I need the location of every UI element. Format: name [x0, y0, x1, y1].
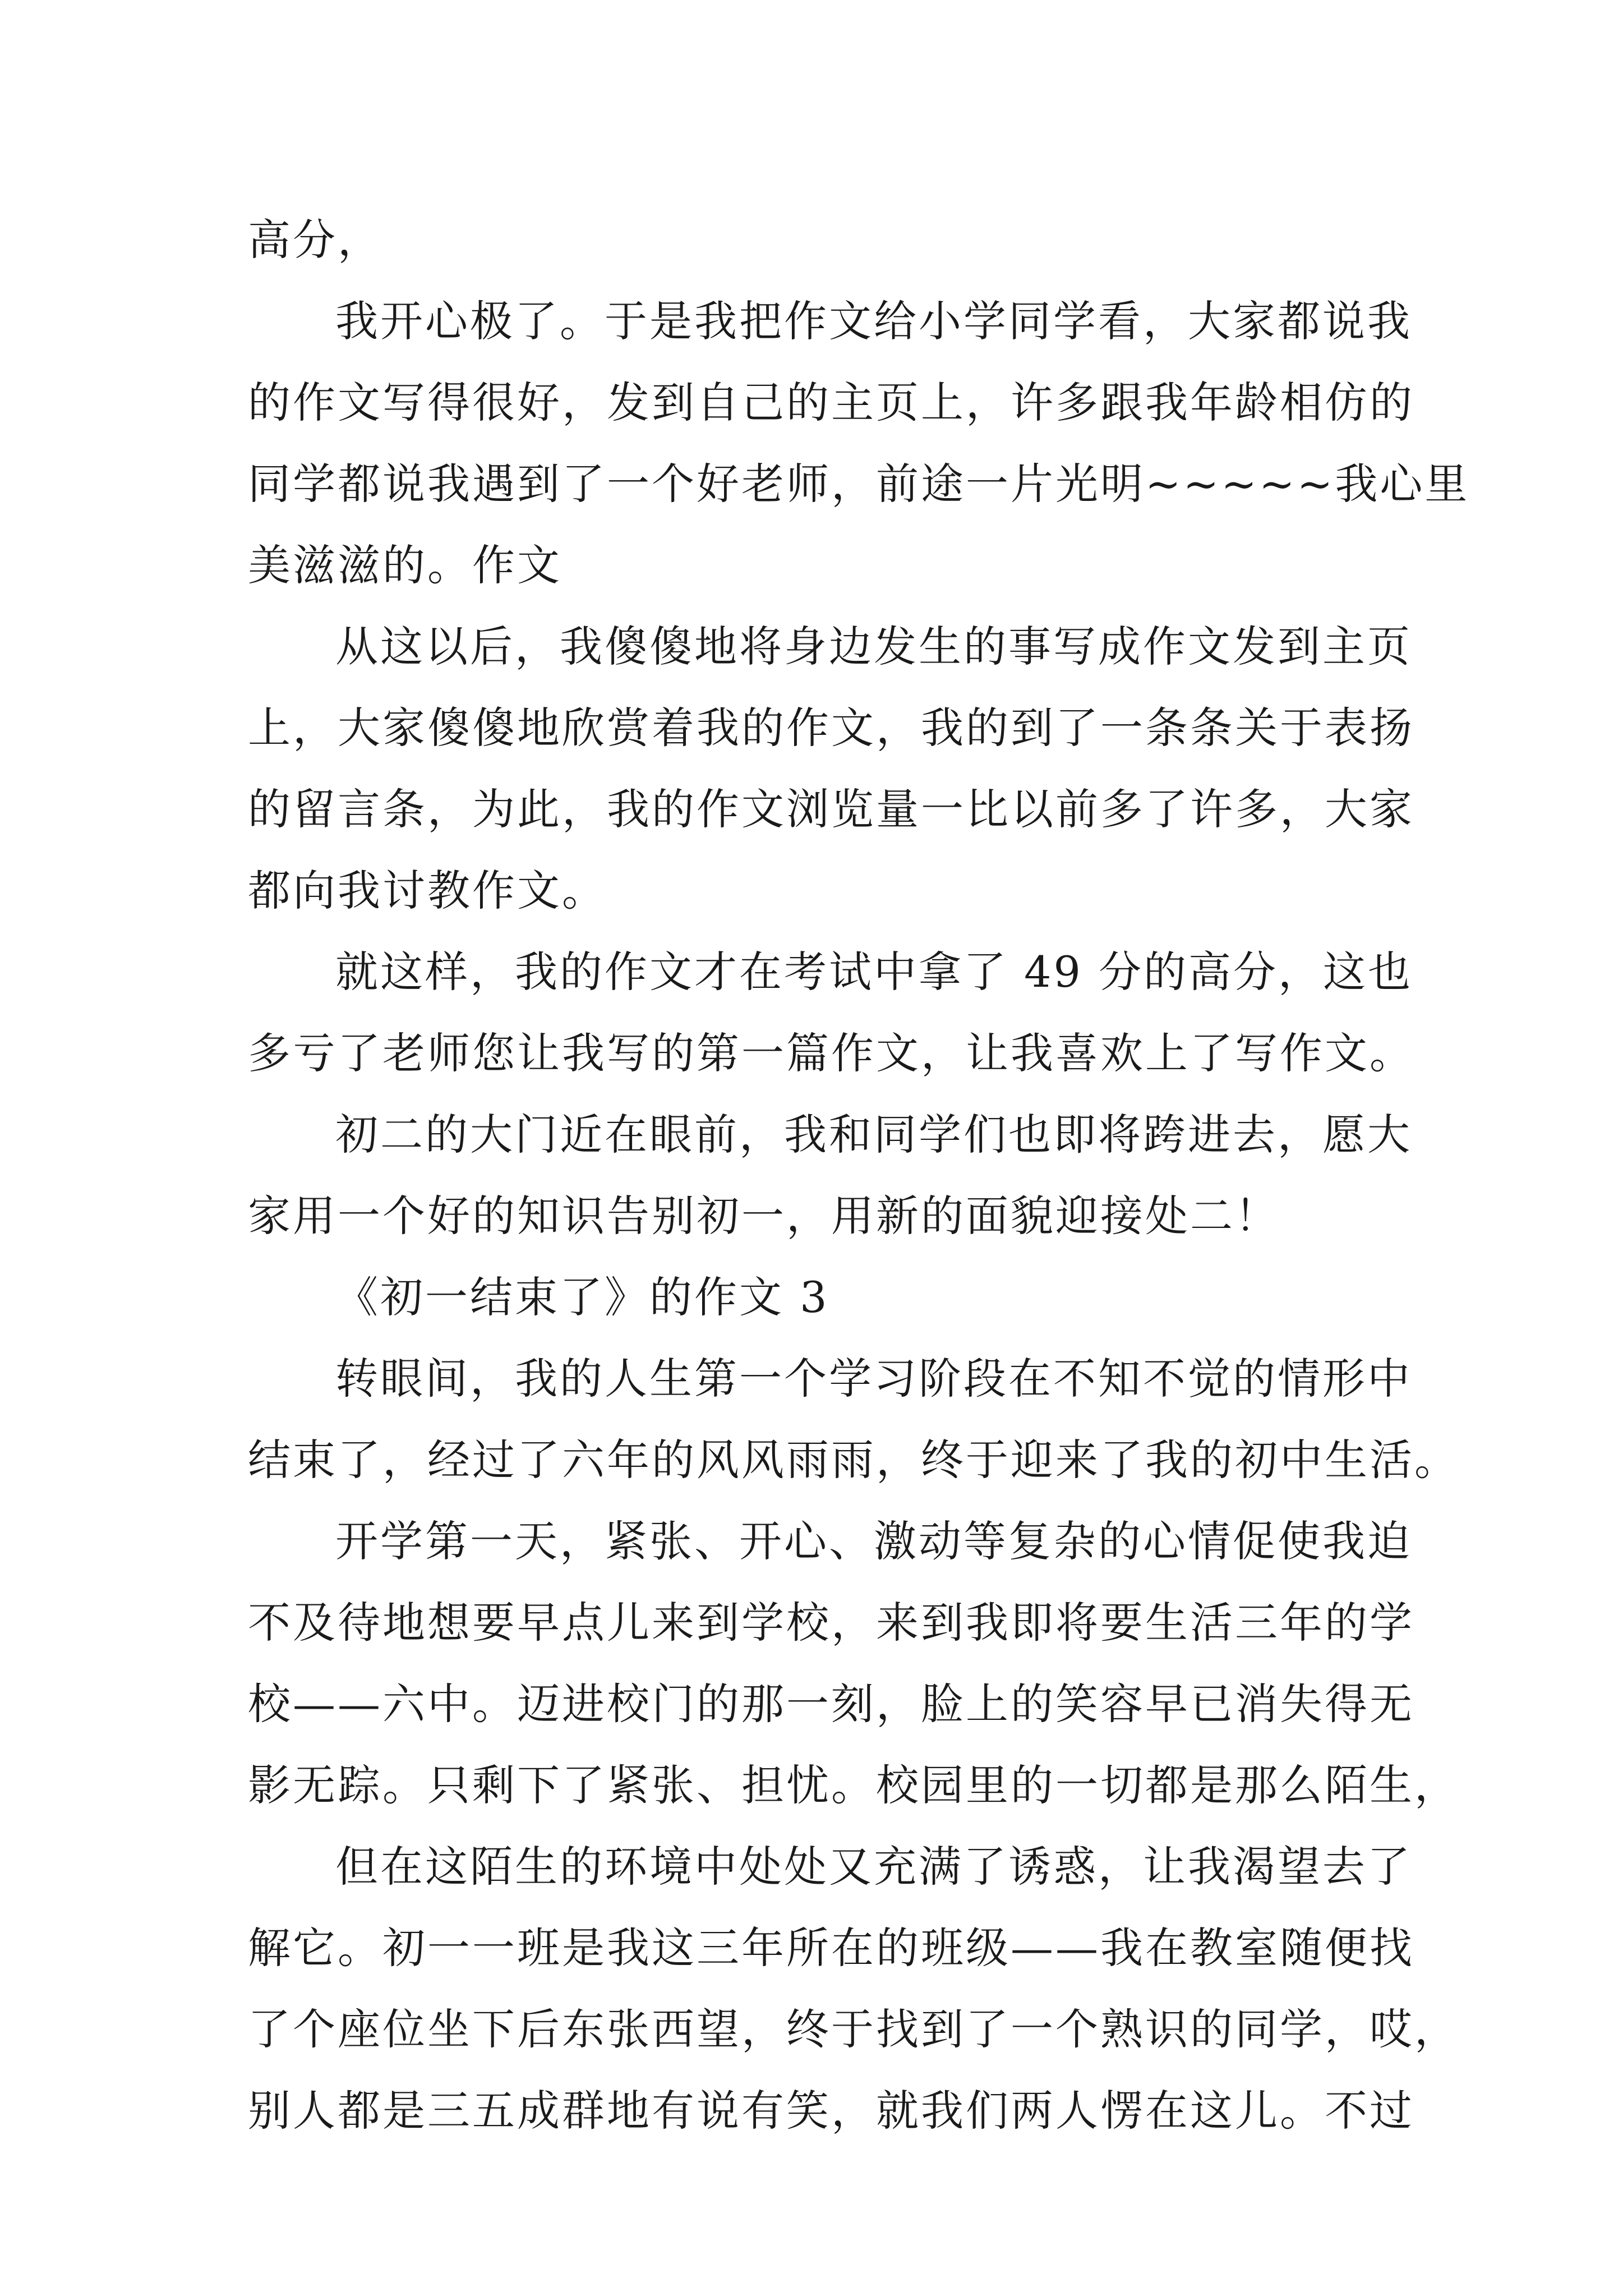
text-line: 影无踪。只剩下了紧张、担忧。校园里的一切都是那么陌生， [248, 1760, 1459, 1810]
text-line: 都向我讨教作文。 [248, 866, 607, 915]
text-line: 我开心极了。于是我把作文给小学同学看，大家都说我 [335, 296, 1412, 346]
text-line: 解它。初一一班是我这三年所在的班级——我在教室随便找 [248, 1923, 1414, 1973]
text-line: 转眼间，我的人生第一个学习阶段在不知不觉的情形中 [335, 1354, 1412, 1404]
text-line: 家用一个好的知识告别初一，用新的面貌迎接处二！ [248, 1191, 1280, 1241]
text-line: 美滋滋的。作文 [248, 540, 562, 590]
text-line: 的作文写得很好，发到自己的主页上，许多跟我年龄相仿的 [248, 378, 1414, 427]
text-line: 高分， [248, 215, 382, 265]
text-line: 多亏了老师您让我写的第一篇作文，让我喜欢上了写作文。 [248, 1028, 1414, 1078]
text-line: 开学第一天，紧张、开心、激动等复杂的心情促使我迫 [335, 1516, 1412, 1566]
document-body [248, 199, 1470, 2151]
text-line: 结束了，经过了六年的风风雨雨，终于迎来了我的初中生活。 [248, 1435, 1459, 1485]
text-line: 了个座位坐下后东张西望，终于找到了一个熟识的同学，哎， [248, 2004, 1459, 2054]
text-line: 校——六中。迈进校门的那一刻，脸上的笑容早已消失得无 [248, 1679, 1414, 1729]
text-line: 的留言条，为此，我的作文浏览量一比以前多了许多，大家 [248, 784, 1414, 834]
text-line: 不及待地想要早点儿来到学校，来到我即将要生活三年的学 [248, 1598, 1414, 1648]
text-line: 同学都说我遇到了一个好老师，前途一片光明~~~~~我心里 [248, 459, 1470, 509]
text-line: 但在这陌生的环境中处处又充满了诱惑，让我渴望去了 [335, 1842, 1412, 1892]
text-line: 从这以后，我傻傻地将身边发生的事写成作文发到主页 [335, 622, 1412, 671]
text-line: 初二的大门近在眼前，我和同学们也即将跨进去，愿大 [335, 1110, 1412, 1159]
text-line: 就这样，我的作文才在考试中拿了 49 分的高分，这也 [335, 947, 1413, 997]
text-line: 上，大家傻傻地欣赏着我的作文，我的到了一条条关于表扬 [248, 703, 1414, 753]
section-title: 《初一结束了》的作文 3 [335, 1272, 829, 1322]
text-line: 别人都是三五成群地有说有笑，就我们两人愣在这儿。不过 [248, 2086, 1414, 2136]
